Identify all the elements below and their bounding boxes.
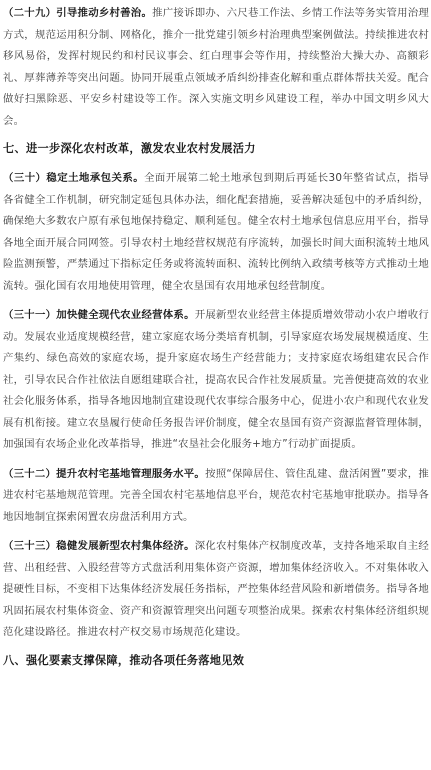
section-heading-8: 八、强化要素支撑保障，推动各项任务落地见效 <box>3 653 245 667</box>
paragraph-33 <box>3 536 429 644</box>
paragraph-31 <box>3 305 429 456</box>
paragraph-33-heading: （三十三）稳健发展新型农村集体经济。 <box>3 540 195 552</box>
paragraph-30 <box>3 168 429 297</box>
paragraph-32 <box>3 464 429 529</box>
paragraph-31-text: 开展新型农业经营主体提质增效带动小农户增收行动。发展农业适度规模经营，建立家庭农场分类培育机制，引导家庭农场发展规模适度、生产集约、绿色高效的家庭农场，提升家庭农场生产经营能力；支持家庭农场组建农民合作社，引导农民合作社依法自愿组建联合社，提高农民合作社发展质量。完善便捷高效的农业社会化服务体系，指导各地因地制宜建设现代农事综合服务中心，促进小农户和现代农业发展有机衔接。建立农垦履行使命任务报告评价制度，健全农垦国有资产资源监督管理体制，加强国有农场企业化改革指导，推进“农垦社会化服务+地方”行动扩面提质。 <box>3 309 429 450</box>
paragraph-32-heading: （三十二）提升农村宅基地管理服务水平。 <box>3 467 206 480</box>
paragraph-32-text: 按照“保障居住、管住乱建、盘活闲置”要求，推进农村宅基地规范管理。完善全国农村宅基地信息平台，规范农村宅基地审批联办。指导各地因地制宜探索闲置农房盘活利用方式。 <box>3 467 429 523</box>
section-heading-7: 七、进一步深化农村改革，激发农业农村发展活力 <box>3 142 256 155</box>
paragraph-31-heading: （三十一）加快健全现代农业经营体系。 <box>3 309 195 321</box>
paragraph-33-text: 深化农村集体产权制度改革，支持各地采取自主经营、出租经营、入股经营等方式盘活利用集体资产资源，增加集体经济收入。不对集体收入提硬性目标，不变相下达集体经济发展任务指标，严控集体经营风险和新增债务。指导各地巩固拓展农村集体资金、资产和资源管理突出问题专项整治成果。探索农村集体经济组织规范化建设路径。推进农村产权交易市场规范化建设。 <box>3 540 429 638</box>
paragraph-30-text: 全面开展第二轮土地承包到期后再延长30年整省试点，指导各省健全工作机制，研究制定延包具体办法，细化配套措施，妥善解决延包中的矛盾纠纷，确保绝大多数农户原有承包地保持稳定、顺利延包。健全农村土地承包信息应用平台，指导各地全面开展合同网签。引导农村土地经营权规范有序流转，加强长时间大面积流转土地风险监测预警，严禁通过下指标定任务或将流转面积、流转比例纳入政绩考核等方式推动土地流转。强化国有农用地使用管理，健全农垦国有农用地承包经营制度。 <box>3 172 429 292</box>
paragraph-29 <box>3 3 429 132</box>
paragraph-30-heading: （三十）稳定土地承包关系。 <box>3 172 145 184</box>
paragraph-29-text: 推广接诉即办、六尺巷工作法、乡情工作法等务实管用治理方式，规范运用积分制、网格化，推介一批党建引领乡村治理典型案例做法。持续推进农村移风易俗，发挥村规民约和村民议事会、红白理事会等作用，持续整治大操大办、高额彩礼、厚葬薄养等突出问题。协同开展重点领域矛盾纠纷排查化解和重点群体帮扶关爱。配合做好扫黑除恶、平安乡村建设等工作。深入实施文明乡风建设工程，举办中国文明乡风大会。 <box>3 7 429 127</box>
paragraph-29-heading: （二十九）引导推动乡村善治。 <box>3 7 153 19</box>
